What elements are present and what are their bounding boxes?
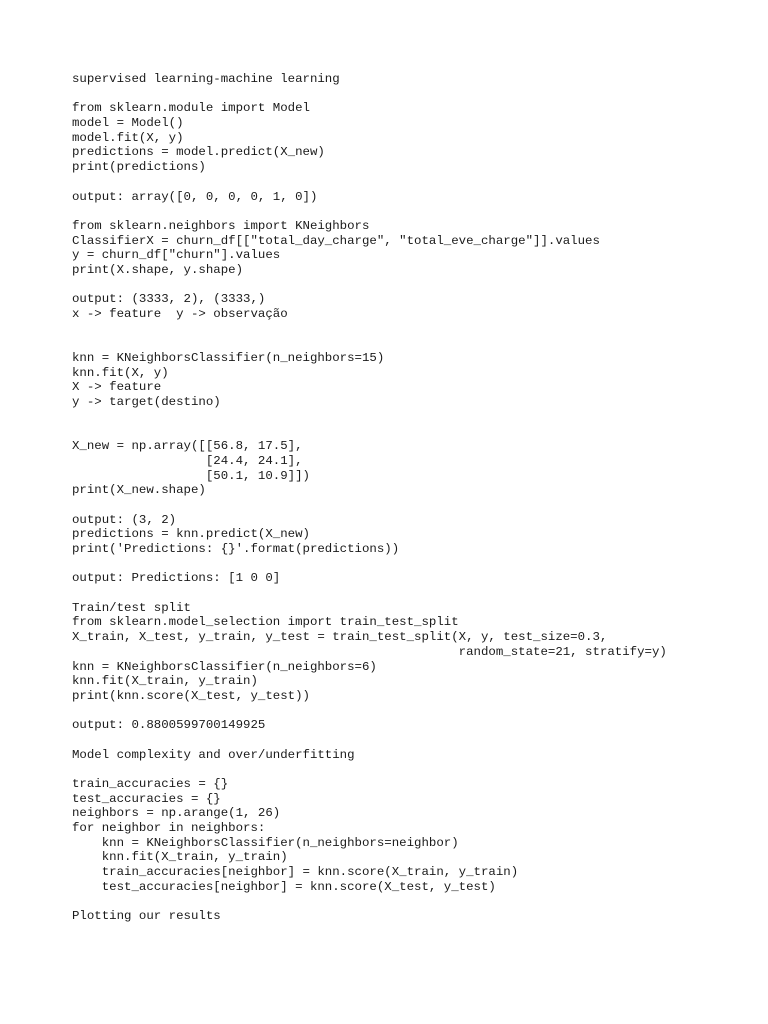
document-body [72, 72, 752, 924]
text-line: print(predictions) [72, 160, 206, 175]
text-line: model.fit(X, y) [72, 130, 184, 145]
text-line: from sklearn.neighbors import KNeighbors [72, 218, 370, 233]
text-line [72, 204, 752, 219]
text-line: y = churn_df["churn"].values [72, 248, 281, 263]
text-line: knn = KNeighborsClassifier(n_neighbors=neighbor) [72, 835, 459, 850]
text-line: X -> feature [72, 380, 162, 395]
text-line: supervised learning-machine learning [72, 72, 340, 86]
text-line: Plotting our results [72, 909, 221, 924]
text-line: X_new = np.array([[56.8, 17.5], [72, 439, 303, 454]
text-line [72, 704, 752, 719]
text-line [72, 322, 752, 337]
text-line: print(X.shape, y.shape) [72, 262, 244, 277]
text-line: [50.1, 10.9]]) [72, 468, 310, 483]
text-line [72, 762, 752, 777]
text-line: Model complexity and over/underfitting [72, 747, 355, 762]
text-line: Train/test split [72, 600, 191, 615]
text-line: knn = KNeighborsClassifier(n_neighbors=6) [72, 659, 377, 674]
text-line: y -> target(destino) [72, 395, 221, 410]
text-line: model = Model() [72, 116, 184, 131]
text-line: from sklearn.model_selection import train_test_split [72, 615, 459, 630]
text-line [72, 336, 752, 351]
text-line [72, 895, 752, 910]
text-line: output: (3333, 2), (3333,) [72, 292, 266, 307]
text-line: test_accuracies[neighbor] = knn.score(X_test, y_test) [72, 879, 496, 894]
text-line: print(knn.score(X_test, y_test)) [72, 688, 310, 703]
text-line: train_accuracies[neighbor] = knn.score(X_train, y_train) [72, 865, 519, 880]
text-line: print(X_new.shape) [72, 483, 206, 498]
text-line [72, 410, 752, 425]
text-line [72, 425, 752, 440]
text-line: knn.fit(X_train, y_train) [72, 850, 288, 865]
text-line [72, 733, 752, 748]
text-line: x -> feature y -> observação [72, 307, 288, 321]
text-line: for neighbor in neighbors: [72, 821, 266, 836]
text-line: print('Predictions: {}'.format(predictions)) [72, 542, 400, 556]
text-line: test_accuracies = {} [72, 791, 221, 806]
text-line: predictions = knn.predict(X_new) [72, 527, 310, 542]
text-line: X_train, X_test, y_train, y_test = train_test_split(X, y, test_size=0.3, [72, 630, 608, 645]
text-line [72, 87, 752, 102]
text-line: random_state=21, stratify=y) [72, 644, 667, 659]
text-line [72, 586, 752, 601]
text-line: neighbors = np.arange(1, 26) [72, 806, 281, 821]
text-line: output: (3, 2) [72, 512, 177, 527]
text-line: from sklearn.module import Model [72, 101, 310, 116]
text-line: output: Predictions: [1 0 0] [72, 571, 281, 586]
text-line: knn.fit(X, y) [72, 365, 169, 380]
text-line [72, 498, 752, 513]
text-line: knn = KNeighborsClassifier(n_neighbors=15) [72, 351, 385, 366]
text-line: [24.4, 24.1], [72, 453, 303, 468]
text-line: ClassifierX = churn_df[["total_day_charge", "total_eve_charge"]].values [72, 233, 600, 248]
text-line [72, 175, 752, 190]
text-line: output: array([0, 0, 0, 0, 1, 0]) [72, 189, 318, 204]
text-line: train_accuracies = {} [72, 777, 229, 791]
text-line: predictions = model.predict(X_new) [72, 145, 325, 160]
text-line [72, 557, 752, 572]
text-line: output: 0.8800599700149925 [72, 718, 266, 733]
text-line [72, 278, 752, 293]
text-line: knn.fit(X_train, y_train) [72, 674, 258, 689]
